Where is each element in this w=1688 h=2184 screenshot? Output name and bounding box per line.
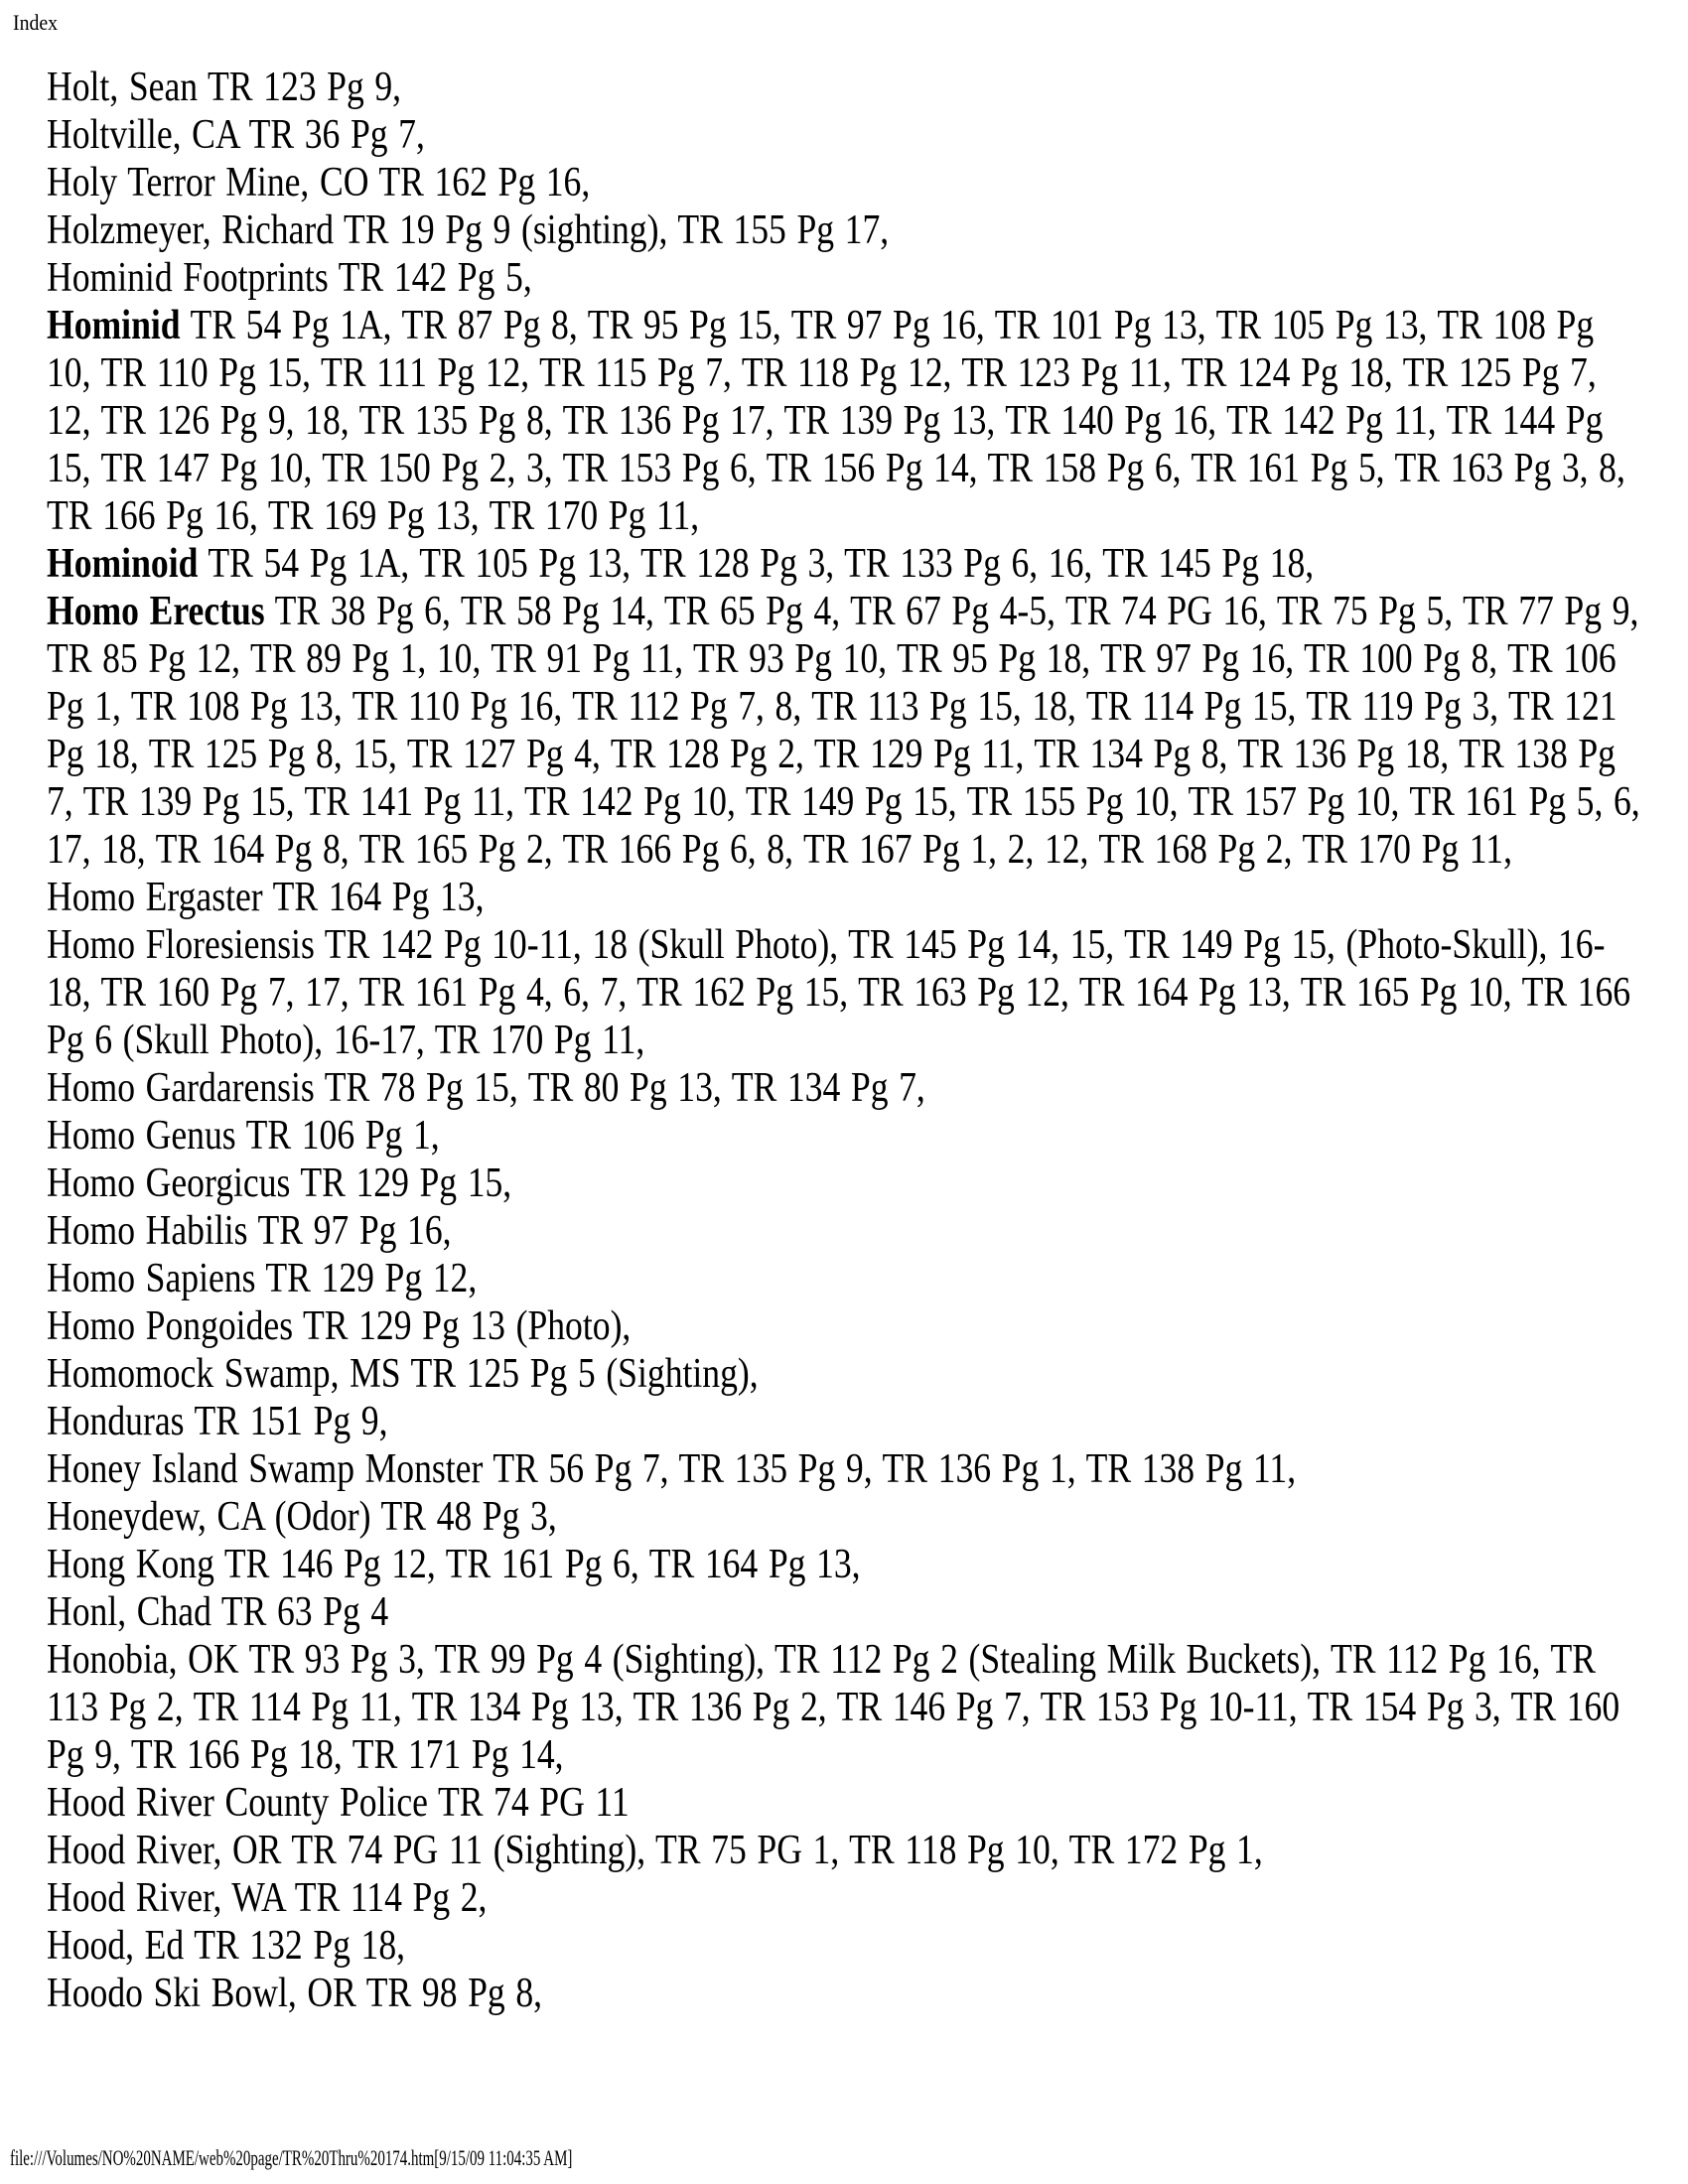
index-entry [47, 1112, 1646, 1160]
index-entry-refs: TR 106 Pg 1, [245, 1113, 440, 1159]
index-entry-refs: TR 93 Pg 3, TR 99 Pg 4 (Sighting), TR 112 Pg 2 (Stealing Milk Buckets), TR 112 Pg 16, TR 113 Pg 2, TR 114 Pg 11, TR 134 Pg 13, TR 136 Pg 2, TR 146 Pg 7, TR 153 Pg 10-11, TR 154 Pg 3, TR 160 Pg 9, TR 166 Pg 18, TR 171 Pg 14, [47, 1637, 1620, 1778]
index-entry-term: Homo Habilis [47, 1208, 248, 1254]
page-title: Index [13, 10, 59, 35]
index-entry [47, 1588, 1646, 1636]
index-entry-refs: TR 54 Pg 1A, TR 87 Pg 8, TR 95 Pg 15, TR 97 Pg 16, TR 101 Pg 13, TR 105 Pg 13, TR 108 Pg 10, TR 110 Pg 15, TR 111 Pg 12, TR 115 Pg 7, TR 118 Pg 12, TR 123 Pg 11, TR 124 Pg 18, TR 125 Pg 7, 12, TR 126 Pg 9, 18, TR 135 Pg 8, TR 136 Pg 17, TR 139 Pg 13, TR 140 Pg 16, TR 142 Pg 11, TR 144 Pg 15, TR 147 Pg 10, TR 150 Pg 2, 3, TR 153 Pg 6, TR 156 Pg 14, TR 158 Pg 6, TR 161 Pg 5, TR 163 Pg 3, 8, TR 166 Pg 16, TR 169 Pg 13, TR 170 Pg 11, [47, 303, 1625, 539]
index-entry-term: Holtville, CA [47, 112, 239, 158]
index-entry-refs: TR 74 PG 11 (Sighting), TR 75 PG 1, TR 118 Pg 10, TR 172 Pg 1, [291, 1828, 1263, 1873]
print-footer-file-path: file:///Volumes/NO%20NAME/web%20page/TR%20Thru%20174.htm[9/15/09 11:04:35 AM] [10, 2145, 573, 2170]
index-entry-term: Hong Kong [47, 1542, 214, 1587]
index-entry-term: Hood River County Police [47, 1780, 428, 1826]
index-entry-term: Honeydew, CA (Odor) [47, 1494, 371, 1540]
index-entry [47, 1779, 1646, 1827]
index-entry-term: Holt, Sean [47, 65, 199, 110]
index-entry-term: Homo Ergaster [47, 875, 263, 920]
index-entry [47, 1207, 1646, 1255]
index-entry [47, 1398, 1646, 1445]
index-entry-term: Hominoid [47, 541, 199, 587]
index-entry-refs: TR 164 Pg 13, [272, 875, 485, 920]
index-entry-term: Hominid [47, 303, 181, 348]
index-entry-refs: TR 54 Pg 1A, TR 105 Pg 13, TR 128 Pg 3, TR 133 Pg 6, 16, TR 145 Pg 18, [208, 541, 1315, 587]
index-entry [47, 874, 1646, 921]
index-entry-term: Homo Georgicus [47, 1160, 291, 1206]
index-entry-term: Homo Gardarensis [47, 1065, 315, 1111]
index-entry-term: Honey Island Swamp Monster [47, 1446, 484, 1492]
index-entry-term: Hood River, OR [47, 1828, 282, 1873]
index-entry [47, 1493, 1646, 1541]
index-entry [47, 302, 1646, 540]
index-entry [47, 1350, 1646, 1398]
index-entry-term: Homomock Swamp, MS [47, 1351, 401, 1397]
index-entry [47, 1636, 1646, 1779]
index-entry-refs: TR 78 Pg 15, TR 80 Pg 13, TR 134 Pg 7, [324, 1065, 925, 1111]
index-entry [47, 1302, 1646, 1350]
index-entry-refs: TR 36 Pg 7, [248, 112, 425, 158]
index-entry-refs: TR 146 Pg 12, TR 161 Pg 6, TR 164 Pg 13, [223, 1542, 861, 1587]
index-entry [47, 1445, 1646, 1493]
index-entry-refs: TR 114 Pg 2, [294, 1875, 488, 1921]
index-entry-refs: TR 74 PG 11 [437, 1780, 630, 1826]
index-entry [47, 540, 1646, 588]
index-entry [47, 1970, 1646, 2017]
index-entry-term: Hood, Ed [47, 1923, 185, 1969]
index-entry-refs: TR 129 Pg 13 (Photo), [303, 1303, 632, 1349]
index-entry-refs: TR 162 Pg 16, [378, 160, 591, 205]
index-entry-refs: TR 123 Pg 9, [208, 65, 402, 110]
index-entry-term: Hominid Footprints [47, 255, 329, 301]
index-entry-term: Homo Floresiensis [47, 922, 315, 968]
index-entry-term: Honduras [47, 1399, 185, 1444]
index-entry [47, 254, 1646, 302]
index-entry [47, 1064, 1646, 1112]
index-entry-refs: TR 125 Pg 5 (Sighting), [410, 1351, 759, 1397]
index-entry [47, 64, 1646, 111]
index-entry [47, 1160, 1646, 1207]
index-entry-term: Homo Pongoides [47, 1303, 294, 1349]
index-entry [47, 588, 1646, 874]
index-entry-term: Hood River, WA [47, 1875, 285, 1921]
index-entry-refs: TR 151 Pg 9, [194, 1399, 388, 1444]
index-entry-refs: TR 142 Pg 5, [338, 255, 532, 301]
index-entry [47, 111, 1646, 159]
index-entry-list [47, 64, 1646, 2017]
index-entry-refs: TR 63 Pg 4 [220, 1589, 389, 1635]
index-entry-term: Homo Sapiens [47, 1256, 256, 1301]
index-entry-refs: TR 48 Pg 3, [380, 1494, 557, 1540]
index-entry-term: Hoodo Ski Bowl, OR [47, 1971, 356, 2016]
index-entry-refs: TR 98 Pg 8, [365, 1971, 543, 2016]
index-entry [47, 159, 1646, 206]
index-entry-refs: TR 132 Pg 18, [194, 1923, 406, 1969]
index-entry [47, 921, 1646, 1064]
index-entry-term: Homo Erectus [47, 589, 265, 634]
index-entry-refs: TR 19 Pg 9 (sighting), TR 155 Pg 17, [344, 207, 890, 253]
index-entry [47, 1874, 1646, 1922]
index-entry [47, 1541, 1646, 1588]
index-entry-refs: TR 38 Pg 6, TR 58 Pg 14, TR 65 Pg 4, TR 67 Pg 4-5, TR 74 PG 16, TR 75 Pg 5, TR 77 Pg 9, TR 85 Pg 12, TR 89 Pg 1, 10, TR 91 Pg 11, TR 93 Pg 10, TR 95 Pg 18, TR 97 Pg 16, TR 100 Pg 8, TR 106 Pg 1, TR 108 Pg 13, TR 110 Pg 16, TR 112 Pg 7, 8, TR 113 Pg 15, 18, TR 114 Pg 15, TR 119 Pg 3, TR 121 Pg 18, TR 125 Pg 8, 15, TR 127 Pg 4, TR 128 Pg 2, TR 129 Pg 11, TR 134 Pg 8, TR 136 Pg 18, TR 138 Pg 7, TR 139 Pg 15, TR 141 Pg 11, TR 142 Pg 10, TR 149 Pg 15, TR 155 Pg 10, TR 157 Pg 10, TR 161 Pg 5, 6, 17, 18, TR 164 Pg 8, TR 165 Pg 2, TR 166 Pg 6, 8, TR 167 Pg 1, 2, 12, TR 168 Pg 2, TR 170 Pg 11, [47, 589, 1640, 873]
index-entry-term: Honl, Chad [47, 1589, 211, 1635]
index-entry [47, 1827, 1646, 1874]
index-entry-refs: TR 129 Pg 12, [265, 1256, 478, 1301]
index-entry-term: Holzmeyer, Richard [47, 207, 335, 253]
index-entry-refs: TR 97 Pg 16, [257, 1208, 452, 1254]
index-entry-term: Holy Terror Mine, CO [47, 160, 369, 205]
index-entry-refs: TR 129 Pg 15, [300, 1160, 512, 1206]
index-entry-term: Homo Genus [47, 1113, 236, 1159]
index-entry-term: Honobia, OK [47, 1637, 239, 1683]
index-entry [47, 1255, 1646, 1302]
index-entry [47, 1922, 1646, 1970]
index-entry-refs: TR 56 Pg 7, TR 135 Pg 9, TR 136 Pg 1, TR 138 Pg 11, [492, 1446, 1297, 1492]
index-entry-refs: TR 142 Pg 10-11, 18 (Skull Photo), TR 145 Pg 14, 15, TR 149 Pg 15, (Photo-Skull), 16-18, TR 160 Pg 7, 17, TR 161 Pg 4, 6, 7, TR 162 Pg 15, TR 163 Pg 12, TR 164 Pg 13, TR 165 Pg 10, TR 166 Pg 6 (Skull Photo), 16-17, TR 170 Pg 11, [47, 922, 1631, 1063]
index-entry [47, 206, 1646, 254]
